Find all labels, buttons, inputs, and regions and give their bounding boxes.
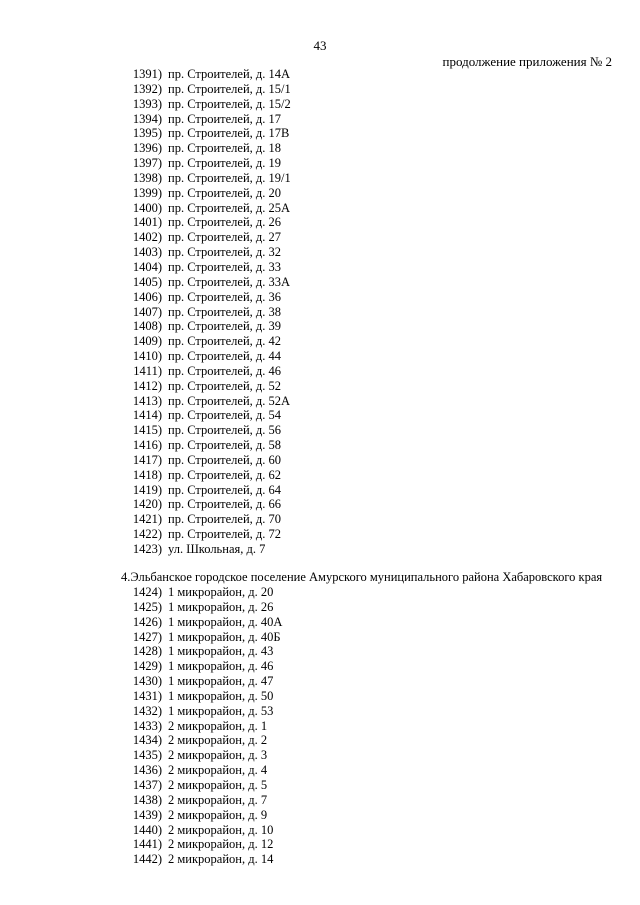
item-address: 1 микрорайон, д. 26 [168,599,274,614]
item-number: 1399) [132,185,162,200]
list-item [0,423,640,438]
item-address: пр. Строителей, д. 44 [168,349,282,364]
item-address: пр. Строителей, д. 25А [168,200,291,215]
item-address: 2 микрорайон, д. 10 [168,822,274,837]
list-item [0,112,640,127]
item-address: пр. Строителей, д. 54 [168,408,282,423]
list-item [0,689,640,704]
item-address: пр. Строителей, д. 64 [168,482,282,497]
list-item [0,778,640,793]
item-number: 1419) [132,482,162,497]
list-item [0,319,640,334]
item-number: 1418) [132,467,162,482]
list-item [0,230,640,245]
item-address: 1 микрорайон, д. 40А [168,614,283,629]
item-number: 1420) [132,497,162,512]
item-number: 1426) [132,614,162,629]
item-address: пр. Строителей, д. 52А [168,393,291,408]
list-item [0,245,640,260]
item-address: пр. Строителей, д. 27 [168,230,282,245]
list-item [0,394,640,409]
list-item [0,171,640,186]
list-item [0,823,640,838]
item-number: 1398) [132,170,162,185]
item-address: 1 микрорайон, д. 43 [168,644,274,659]
item-address: пр. Строителей, д. 66 [168,497,282,512]
item-address: пр. Строителей, д. 17 [168,111,282,126]
item-address: пр. Строителей, д. 15/2 [168,96,291,111]
item-number: 1433) [132,718,162,733]
item-number: 1402) [132,230,162,245]
item-number: 1428) [132,644,162,659]
item-address: пр. Строителей, д. 19/1 [168,170,291,185]
list-item [0,630,640,645]
list-item [0,438,640,453]
item-number: 1417) [132,452,162,467]
item-number: 1436) [132,763,162,778]
item-address: пр. Строителей, д. 52 [168,378,282,393]
item-number: 1416) [132,438,162,453]
list-item [0,364,640,379]
list-item [0,201,640,216]
list-item [0,82,640,97]
list-item [0,483,640,498]
item-number: 1403) [132,245,162,260]
item-number: 1425) [132,599,162,614]
item-number: 1421) [132,512,162,527]
item-number: 1407) [132,304,162,319]
item-address: 2 микрорайон, д. 9 [168,807,268,822]
item-address: пр. Строителей, д. 70 [168,512,282,527]
item-address: пр. Строителей, д. 18 [168,141,282,156]
item-address: пр. Строителей, д. 42 [168,334,282,349]
list-item [0,334,640,349]
item-number: 1391) [132,67,162,81]
list-item [0,837,640,852]
item-number: 1414) [132,408,162,423]
item-address: пр. Строителей, д. 32 [168,245,282,260]
item-address: 2 микрорайон, д. 4 [168,763,268,778]
item-number: 1439) [132,807,162,822]
item-address: 1 микрорайон, д. 47 [168,674,274,689]
list-item [0,644,640,659]
list-item [0,512,640,527]
item-address: пр. Строителей, д. 60 [168,452,282,467]
item-address: 2 микрорайон, д. 5 [168,777,268,792]
item-address: пр. Строителей, д. 33А [168,274,291,289]
item-number: 1437) [132,777,162,792]
item-number: 1408) [132,319,162,334]
item-number: 1412) [132,378,162,393]
address-list-elban [0,585,640,867]
item-number: 1405) [132,274,162,289]
item-address: 2 микрорайон, д. 7 [168,792,268,807]
list-item [0,260,640,275]
item-address: пр. Строителей, д. 20 [168,185,282,200]
item-address: 1 микрорайон, д. 46 [168,659,274,674]
list-item [0,156,640,171]
section-heading: 4.Эльбанское городское поселение Амурского муниципального района Хабаровского края [121,570,603,584]
item-number: 1423) [132,542,162,556]
item-number: 1401) [132,215,162,230]
list-item [0,793,640,808]
list-item [0,453,640,468]
item-number: 1422) [132,527,162,542]
list-item [0,659,640,674]
item-number: 1429) [132,659,162,674]
item-number: 1394) [132,111,162,126]
item-number: 1410) [132,349,162,364]
item-number: 1434) [132,733,162,748]
item-number: 1430) [132,674,162,689]
item-address: 1 микрорайон, д. 40Б [168,629,281,644]
list-item [0,215,640,230]
item-address: пр. Строителей, д. 15/1 [168,81,291,96]
item-number: 1442) [132,852,162,867]
list-item [0,600,640,615]
list-item [0,704,640,719]
list-item [0,305,640,320]
item-number: 1396) [132,141,162,156]
item-address: пр. Строителей, д. 17В [168,126,290,141]
item-address: 2 микрорайон, д. 14 [168,852,274,867]
list-item [0,763,640,778]
list-item [0,674,640,689]
item-address: пр. Строителей, д. 72 [168,527,282,542]
item-address: 1 микрорайон, д. 53 [168,703,274,718]
list-item [0,67,640,82]
item-address: пр. Строителей, д. 19 [168,156,282,171]
list-item [0,585,640,600]
list-item [0,615,640,630]
list-item [0,468,640,483]
item-address: пр. Строителей, д. 33 [168,259,282,274]
item-number: 1432) [132,703,162,718]
list-item [0,852,640,867]
item-address: пр. Строителей, д. 14А [168,67,291,81]
item-address: 2 микрорайон, д. 1 [168,718,268,733]
item-number: 1427) [132,629,162,644]
list-item [0,141,640,156]
list-item [0,719,640,734]
list-item [0,349,640,364]
item-address: пр. Строителей, д. 62 [168,467,282,482]
list-item [0,186,640,201]
item-number: 1406) [132,289,162,304]
list-item [0,275,640,290]
item-number: 1395) [132,126,162,141]
list-item [0,748,640,763]
item-number: 1424) [132,585,162,599]
item-address: пр. Строителей, д. 39 [168,319,282,334]
item-address: 2 микрорайон, д. 2 [168,733,268,748]
item-number: 1397) [132,156,162,171]
item-number: 1441) [132,837,162,852]
list-item [0,126,640,141]
address-list-main [0,67,640,557]
list-item [0,527,640,542]
item-number: 1438) [132,792,162,807]
item-number: 1435) [132,748,162,763]
item-address: пр. Строителей, д. 36 [168,289,282,304]
item-number: 1431) [132,688,162,703]
item-number: 1415) [132,423,162,438]
item-address: пр. Строителей, д. 26 [168,215,282,230]
item-address: 1 микрорайон, д. 20 [168,585,274,599]
item-address: 2 микрорайон, д. 3 [168,748,268,763]
list-item [0,808,640,823]
item-address: 1 микрорайон, д. 50 [168,688,274,703]
list-item [0,497,640,512]
item-address: ул. Школьная, д. 7 [168,542,266,556]
list-item [0,408,640,423]
item-number: 1413) [132,393,162,408]
item-address: пр. Строителей, д. 38 [168,304,282,319]
appendix-continuation-note: продолжение приложения № 2 [442,54,612,69]
item-address: пр. Строителей, д. 58 [168,438,282,453]
list-item [0,379,640,394]
item-address: пр. Строителей, д. 46 [168,363,282,378]
item-address: 2 микрорайон, д. 12 [168,837,274,852]
item-number: 1411) [133,363,162,378]
item-number: 1404) [132,259,162,274]
list-item [0,97,640,112]
item-number: 1409) [132,334,162,349]
list-item [0,733,640,748]
list-item [0,290,640,305]
list-item [0,542,640,557]
item-address: пр. Строителей, д. 56 [168,423,282,438]
item-number: 1440) [132,822,162,837]
item-number: 1393) [132,96,162,111]
item-number: 1400) [132,200,162,215]
item-number: 1392) [132,81,162,96]
page-number: 43 [313,38,327,53]
